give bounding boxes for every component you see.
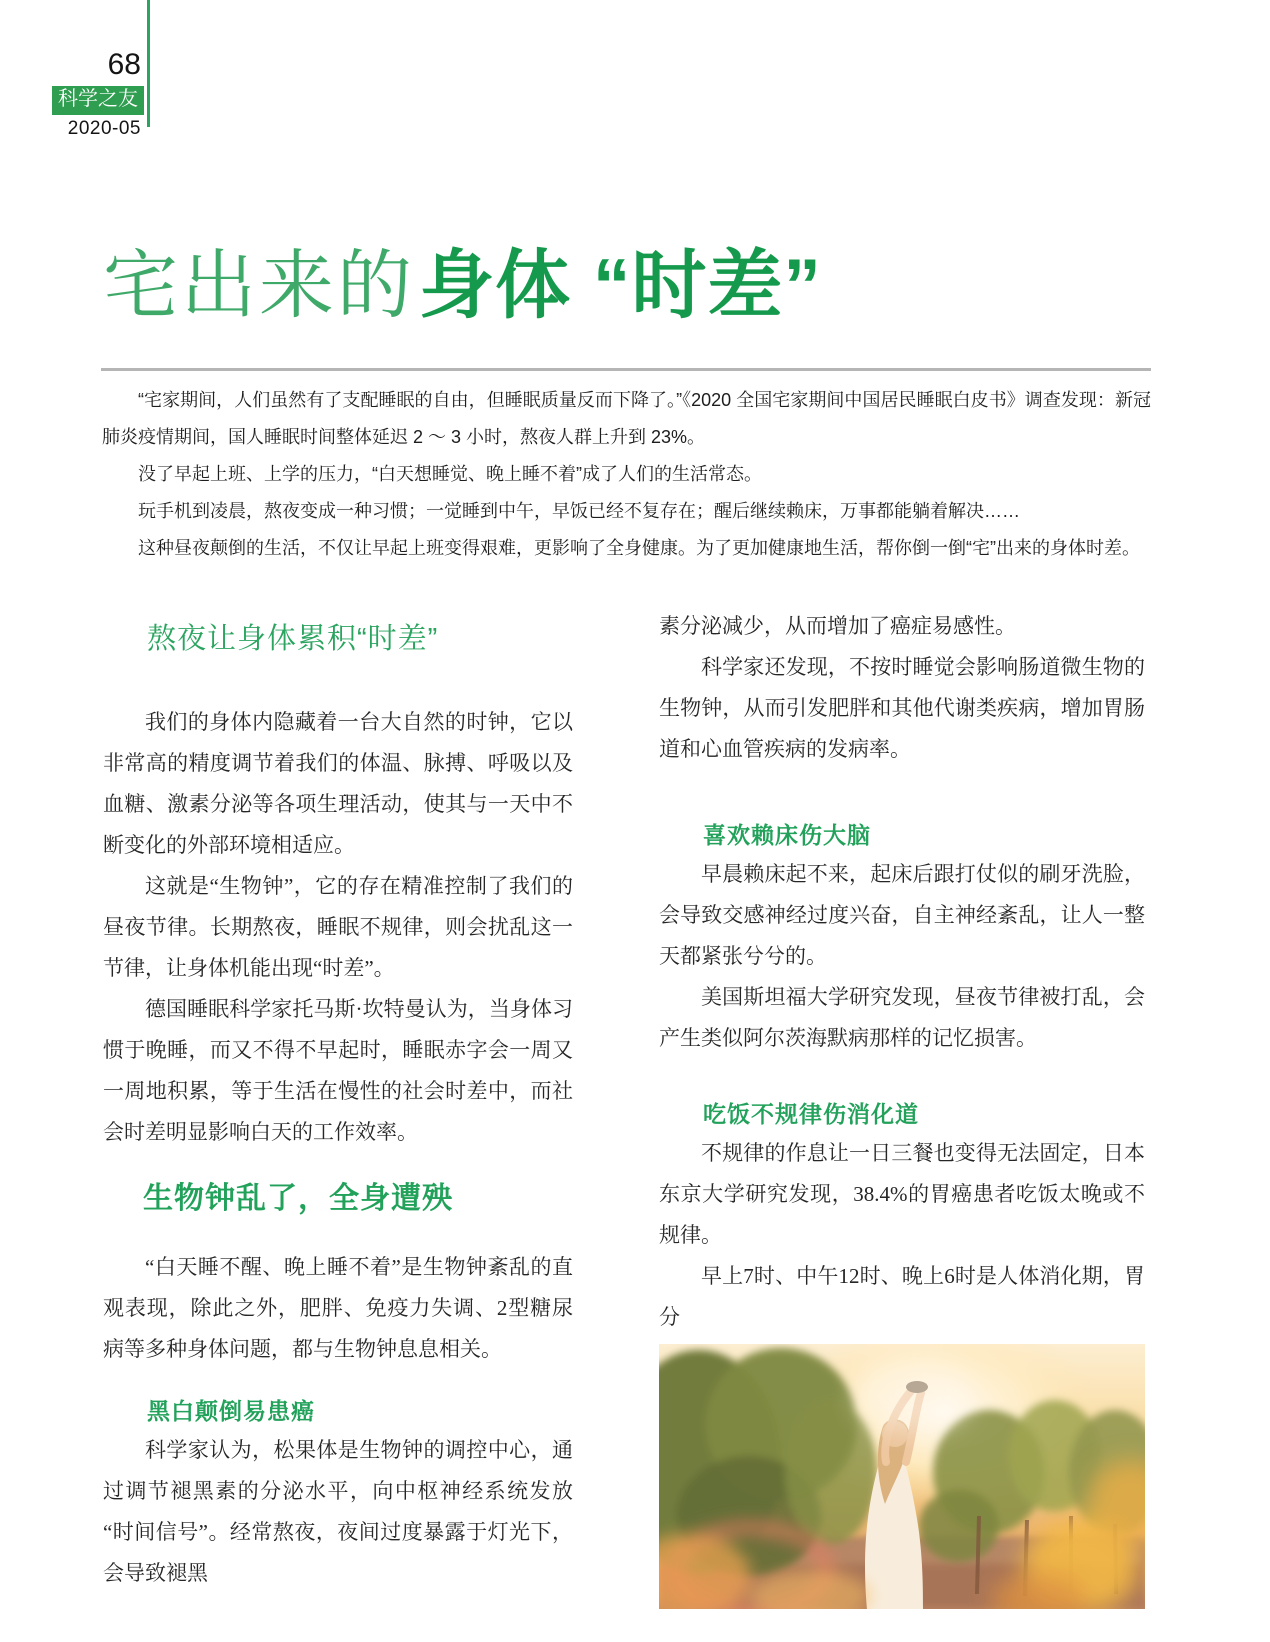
intro-divider-rule (101, 368, 1151, 371)
article-title-light-part: 宅出来的 (103, 243, 416, 327)
right-column (659, 606, 1145, 1609)
article-title (103, 240, 822, 330)
body-paragraph: “白天睡不醒、晚上睡不着”是生物钟紊乱的直观表现，除此之外，肥胖、免疫力失调、2型糖尿病等多种身体问题，都与生物钟息息相关。 (103, 1255, 573, 1361)
body-paragraph: 早晨赖床起不来，起床后跟打仗似的刷牙洗脸，会导致交感神经过度兴奋，自主神经紊乱，让人一整天都紧张兮兮的。 (659, 862, 1145, 968)
body-paragraph: 科学家还发现，不按时睡觉会影响肠道微生物的生物钟，从而引发肥胖和其他代谢类疾病，增加胃肠道和心血管疾病的发病率。 (659, 655, 1145, 761)
subsection-heading-brain: 喜欢赖床伤大脑 (703, 822, 871, 848)
body-paragraph: 我们的身体内隐藏着一台大自然的时钟，它以非常高的精度调节着我们的体温、脉搏、呼吸以及血糖、激素分泌等各项生理活动，使其与一天中不断变化的外部环境相适应。 (103, 710, 573, 857)
intro-paragraph: “宅家期间，人们虽然有了支配睡眠的自由，但睡眠质量反而下降了。”《2020 全国宅家期间中国居民睡眠白皮书》调查发现：新冠肺炎疫情期间，国人睡眠时间整体延迟 2 ～ 3 小时，熬夜人群上升到 23%。 (102, 390, 1151, 447)
warm-wash-overlay (659, 1344, 1145, 1609)
vineyard-photo (659, 1344, 1145, 1609)
left-column (103, 606, 573, 1594)
folio-block (0, 48, 144, 139)
intro-paragraph: 这种昼夜颠倒的生活，不仅让早起上班变得艰难，更影响了全身健康。为了更加健康地生活，帮你倒一倒“宅”出来的身体时差。 (138, 538, 1140, 558)
subsection-heading-digestion: 吃饭不规律伤消化道 (703, 1101, 919, 1127)
body-paragraph: 这就是“生物钟”，它的存在精准控制了我们的昼夜节律。长期熬夜，睡眠不规律，则会扰乱这一节律，让身体机能出现“时差”。 (103, 874, 573, 980)
section-heading-jetlag: 熬夜让身体累积“时差” (147, 623, 439, 655)
subsection-heading-cancer: 黑白颠倒易患癌 (147, 1398, 315, 1424)
body-paragraph: 美国斯坦福大学研究发现，昼夜节律被打乱，会产生类似阿尔茨海默病那样的记忆损害。 (659, 985, 1145, 1050)
intro-block (102, 382, 1151, 567)
article-title-bold-part: 身体 “时差” (419, 243, 822, 327)
intro-paragraph: 没了早起上班、上学的压力，“白天想睡觉、晚上睡不着”成了人们的生活常态。 (138, 464, 762, 484)
page-number: 68 (107, 48, 141, 81)
section-heading-clock-disorder: 生物钟乱了，全身遭殃 (143, 1182, 453, 1215)
body-paragraph: 不规律的作息让一日三餐也变得无法固定，日本东京大学研究发现，38.4%的胃癌患者吃饭太晚或不规律。 (659, 1141, 1145, 1247)
body-paragraph-continuation: 素分泌减少，从而增加了癌症易感性。 (659, 614, 1016, 638)
intro-paragraph: 玩手机到凌晨，熬夜变成一种习惯；一觉睡到中午，早饭已经不复存在；醒后继续赖床，万事都能躺着解决…… (138, 501, 1020, 521)
issue-date: 2020-05 (67, 117, 141, 139)
body-paragraph: 早上7时、中午12时、晚上6时是人体消化期，胃分 (659, 1264, 1145, 1329)
magazine-name-badge: 科学之友 (52, 86, 144, 115)
body-paragraph: 德国睡眠科学家托马斯·坎特曼认为，当身体习惯于晚睡，而又不得不早起时，睡眠赤字会一周又一周地积累，等于生活在慢性的社会时差中，而社会时差明显影响白天的工作效率。 (103, 997, 573, 1144)
header-vertical-rule (147, 0, 150, 127)
body-paragraph: 科学家认为，松果体是生物钟的调控中心，通过调节褪黑素的分泌水平，向中枢神经系统发放“时间信号”。经常熬夜，夜间过度暴露于灯光下，会导致褪黑 (103, 1438, 573, 1585)
